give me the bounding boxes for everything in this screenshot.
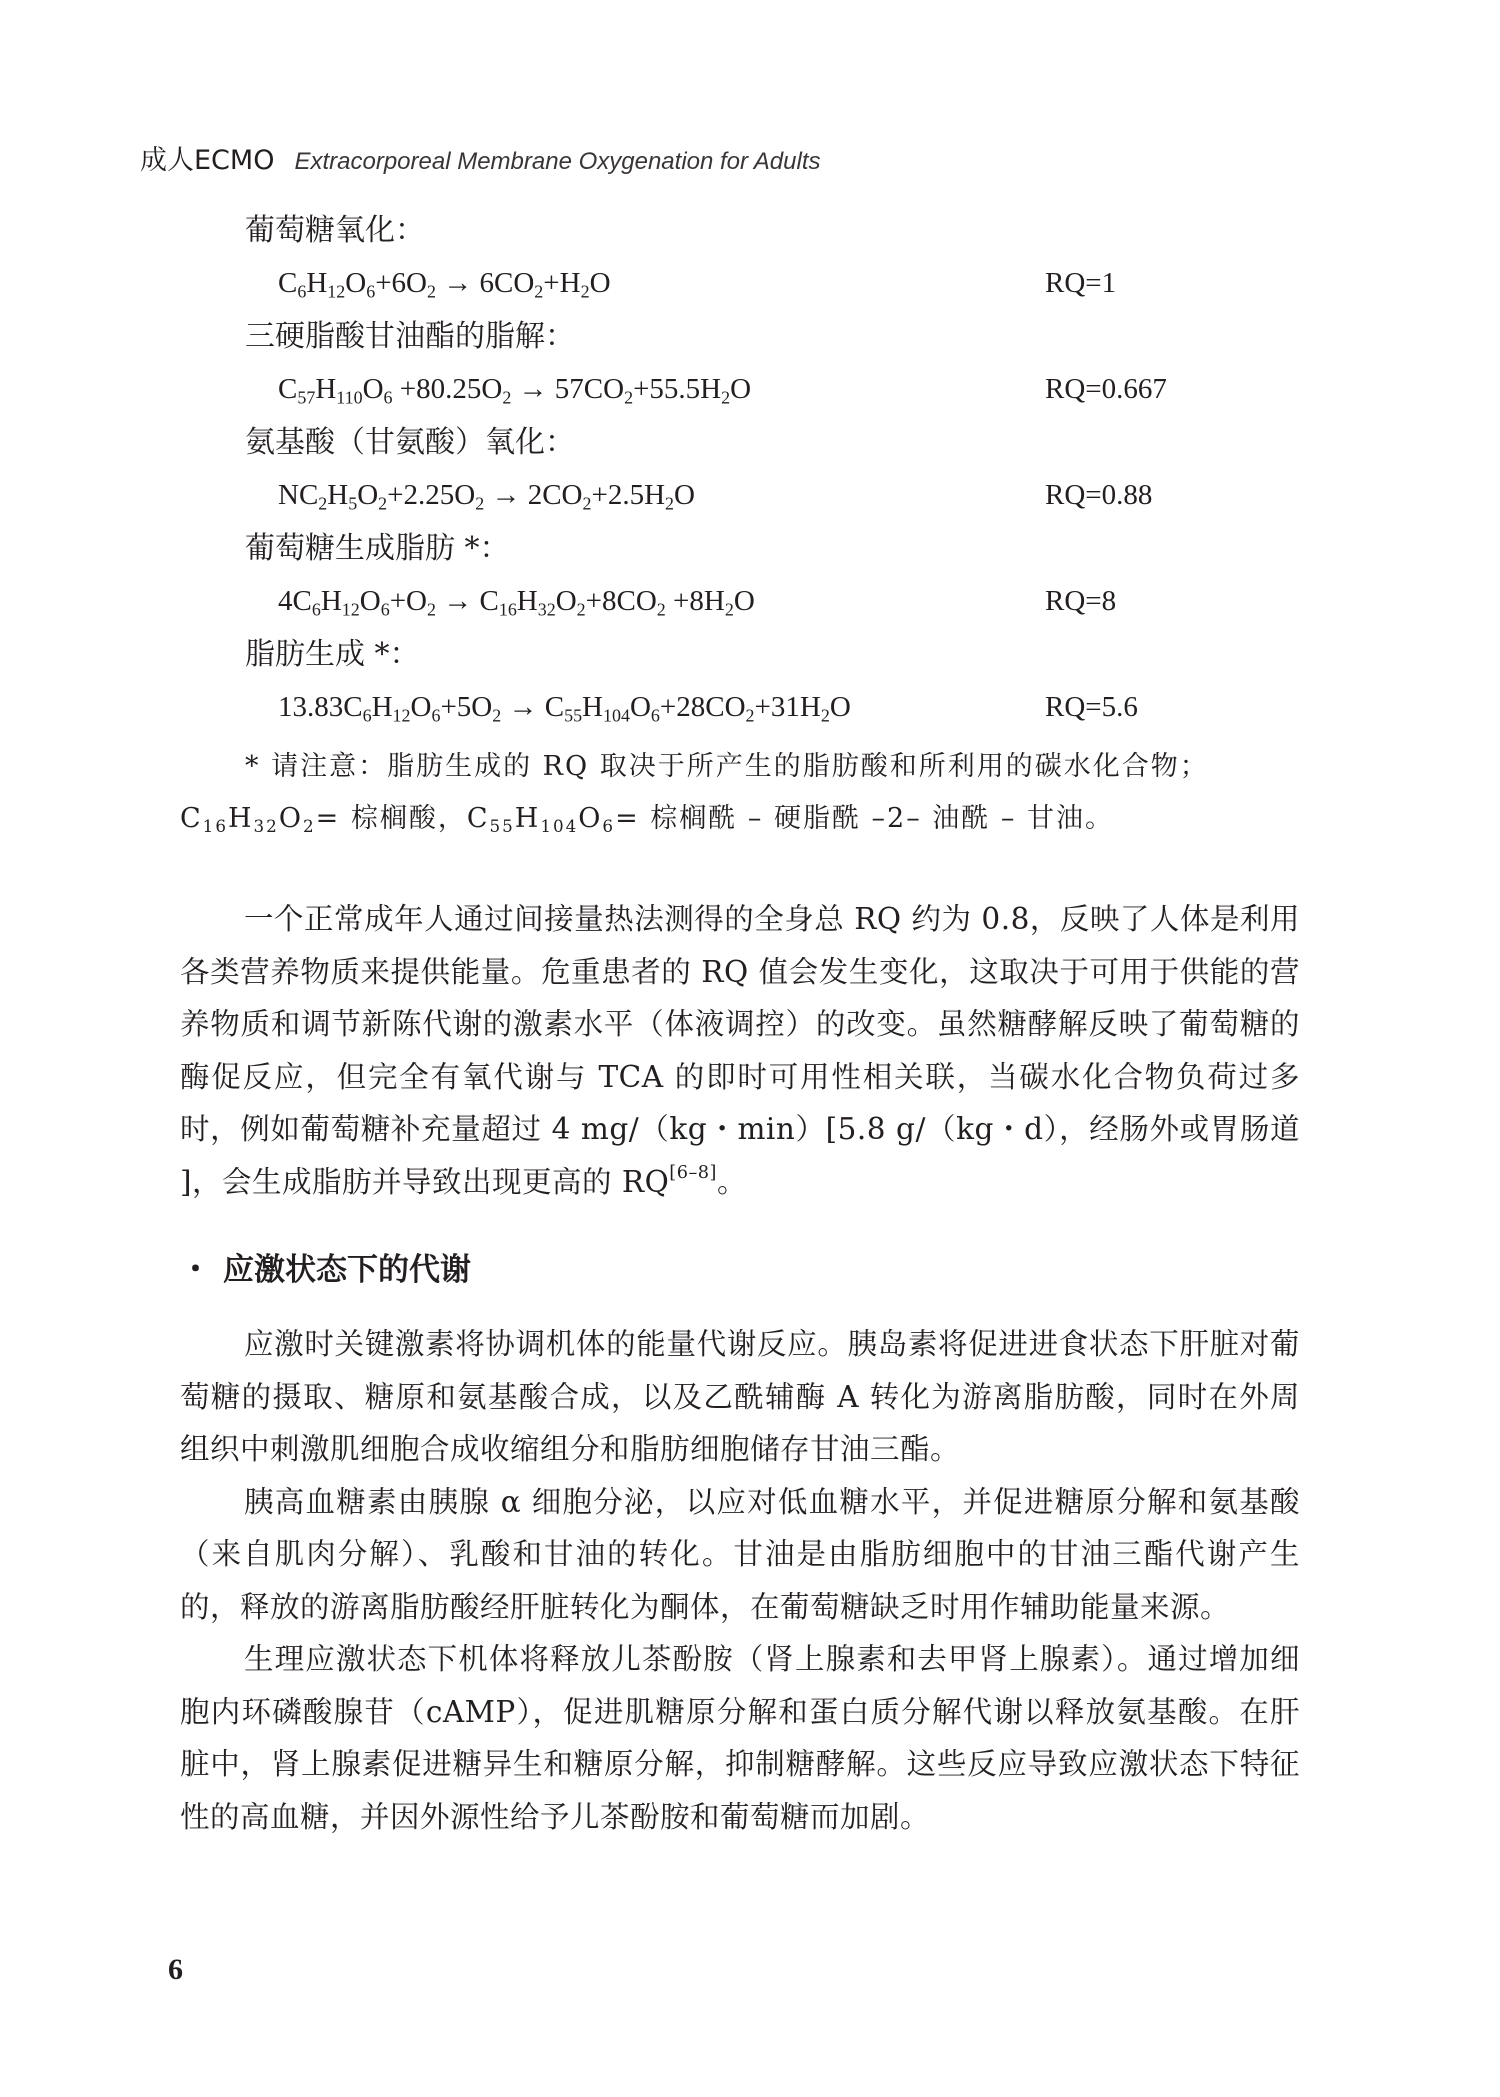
equation-row	[245, 575, 1345, 628]
equation-label: 葡萄糖氧化：	[245, 213, 425, 248]
body-paragraph: 应激时关键激素将协调机体的能量代谢反应。胰岛素将促进进食状态下肝脏对葡萄糖的摄取、糖原和氨基酸合成，以及乙酰辅酶 A 转化为游离脂肪酸，同时在外周组织中刺激肌细胞合成收缩组分和脂肪细胞储存甘油三酯。	[180, 1327, 1300, 1466]
equation-label: 三硬脂酸甘油酯的脂解：	[245, 319, 575, 354]
section-heading	[180, 1244, 471, 1289]
equation-row	[245, 257, 1345, 310]
body-paragraph: 生理应激状态下机体将释放儿茶酚胺（肾上腺素和去甲肾上腺素）。通过增加细胞内环磷酸腺苷（cAMP），促进肌糖原分解和蛋白质分解代谢以释放氨基酸。在肝脏中，肾上腺素促进糖异生和糖原分解，抑制糖酵解。这些反应导致应激状态下特征性的高血糖，并因外源性给予儿茶酚胺和葡萄糖而加剧。	[180, 1642, 1300, 1834]
equation-rq: RQ=0.667	[1045, 373, 1167, 405]
equation-item	[245, 204, 1345, 310]
running-head-title-en: Extracorporeal Membrane Oxygenation for Adults	[294, 148, 821, 175]
page-number: 6	[168, 1953, 183, 1986]
section-body	[180, 1318, 1300, 1843]
equation-item	[245, 522, 1345, 628]
equation-formula: $NC_2H_5O_2+2.25O_2 \to 2CO_2+2.5H_2O$	[278, 479, 695, 514]
equation-item	[245, 310, 1345, 416]
equation-row	[245, 363, 1345, 416]
equation-list	[245, 204, 1345, 734]
equation-formula: $C_{57}H_{110}O_6 +80.25O_2 \to 57CO_2+55.5H_2O$	[278, 373, 752, 408]
equation-row	[245, 469, 1345, 522]
section-heading-text: 应激状态下的代谢	[223, 1252, 471, 1288]
footnote-line-1: * 请注意：脂肪生成的 RQ 取决于所产生的脂肪酸和所利用的碳水化合物；	[245, 751, 1209, 782]
equation-label: 氨基酸（甘氨酸）氧化：	[245, 425, 575, 460]
equation-rq: RQ=0.88	[1045, 479, 1153, 511]
section-bullet: ・	[180, 1252, 211, 1288]
equation-formula: $4C_6H_{12}O_6+O_2 \to C_{16}H_{32}O_2+8CO_2 +8H_2O$	[278, 585, 755, 620]
equation-formula: $C_6H_{12}O_6+6O_2 \to 6CO_2+H_2O$	[278, 267, 611, 302]
equation-label: 脂肪生成 *：	[245, 637, 420, 672]
equation-item	[245, 416, 1345, 522]
body-paragraph: 胰高血糖素由胰腺 α 细胞分泌，以应对低血糖水平，并促进糖原分解和氨基酸（来自肌肉分解）、乳酸和甘油的转化。甘油是由脂肪细胞中的甘油三酯代谢产生的，释放的游离脂肪酸经肝脏转化为酮体，在葡萄糖缺乏时用作辅助能量来源。	[180, 1484, 1300, 1624]
equation-formula: $13.83C_6H_{12}O_6+5O_2 \to C_{55}H_{104}O_6+28CO_2+31H_2O$	[278, 691, 851, 726]
footnote	[180, 741, 1300, 845]
equation-rq: RQ=5.6	[1045, 691, 1138, 723]
equation-row	[245, 681, 1345, 734]
running-head-title-cn: 成人ECMO	[140, 145, 275, 176]
equation-rq: RQ=1	[1045, 267, 1117, 299]
running-head	[140, 138, 821, 177]
equation-label: 葡萄糖生成脂肪 *：	[245, 531, 510, 566]
footnote-line-2: $C_{16}H_{32}O_2=$ 棕榈酸，$C_{55}H_{104}O_6=$ 棕榈酰 – 硬脂酰 –2– 油酰 – 甘油。	[180, 803, 1114, 837]
equation-item	[245, 628, 1345, 734]
intro-paragraph: 一个正常成年人通过间接量热法测得的全身总 RQ 约为 0.8，反映了人体是利用各类营养物质来提供能量。危重患者的 RQ 值会发生变化，这取决于可用于供能的营养物质和调节新陈代谢的激素水平（体液调控）的改变。虽然糖酵解反映了葡萄糖的酶促反应，但完全有氧代谢与 TCA 的即时可用性相关联，当碳水化合物负荷过多时，例如葡萄糖补充量超过 4 mg/（kg・min）[5.8 g/（kg・d），经肠外或胃肠道 ]，会生成脂肪并导致出现更高的 RQ[6–8]。	[180, 902, 1300, 1199]
equation-rq: RQ=8	[1045, 585, 1117, 617]
intro-paragraph-block	[180, 893, 1300, 1208]
